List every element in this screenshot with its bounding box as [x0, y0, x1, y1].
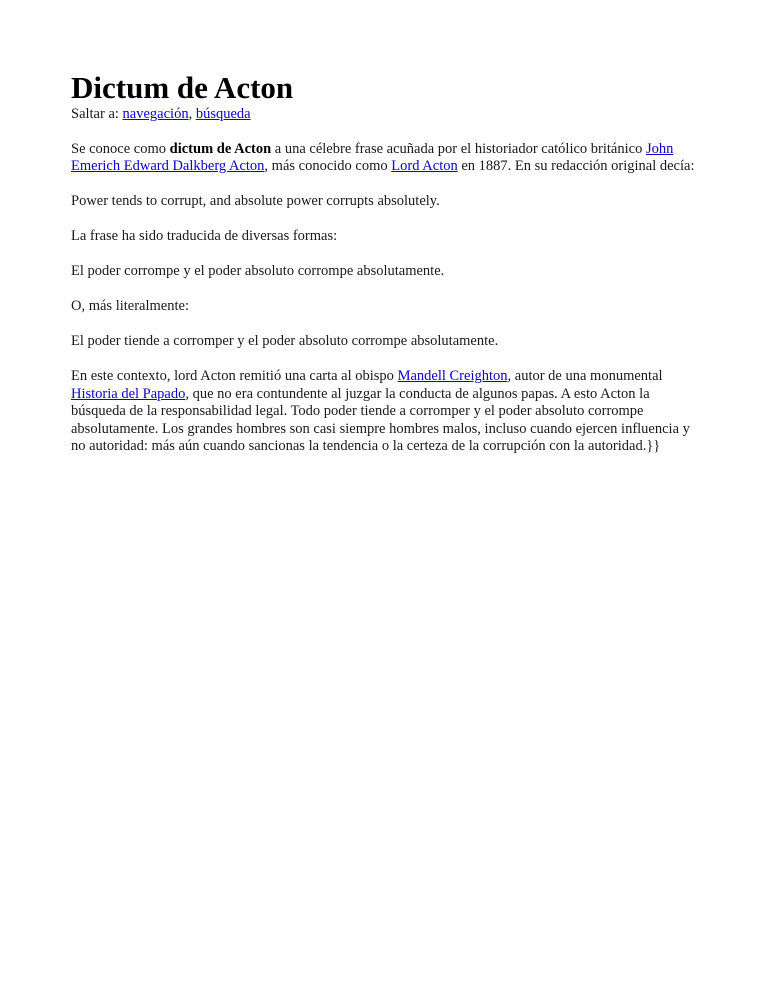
context-text-2: , autor de una monumental: [507, 368, 663, 384]
lord-acton-link[interactable]: Lord Acton: [391, 158, 458, 174]
john-acton-link[interactable]: John Emerich Edward Dalkberg Acton: [71, 140, 674, 174]
intro-text-2: a una célebre frase acuñada por el historiador católico británico: [271, 140, 646, 157]
search-link[interactable]: búsqueda: [195, 106, 251, 122]
navigation-link[interactable]: navegación: [122, 106, 189, 122]
translation-2: El poder tiende a corromper y el poder absoluto corrompe absolutamente.: [71, 333, 499, 349]
intro-text-1: Se conoce como: [71, 140, 170, 157]
translation-1: El poder corrompe y el poder absoluto corrompe absolutamente.: [71, 263, 445, 279]
mandell-creighton-link[interactable]: Mandell Creighton: [397, 368, 508, 384]
page-title: Dictum de Acton: [71, 70, 294, 105]
intro-text-3: , más conocido como: [264, 158, 392, 174]
translations-intro: La frase ha sido traducida de diversas formas:: [71, 228, 338, 244]
context-text-3: , que no era contundente al juzgar la conducta de algunos papas. A esto Acton la búsqueda de la responsabilidad legal. Todo poder tiende a corromper y el poder absoluto corrompe absolutamente. Los grandes hombres son casi siempre hombres malos, incluso cuando ejercen influencia y no autoridad: más aún cuando sancionas la tendencia o la certeza de la corrupción con la autoridad.}}: [71, 385, 690, 454]
quote-english: Power tends to corrupt, and absolute power corrupts absolutely.: [71, 193, 440, 209]
jump-links: [71, 106, 701, 124]
context-paragraph: [71, 368, 701, 456]
jump-separator: ,: [188, 106, 196, 122]
document-page: [71, 70, 701, 473]
literal-intro: O, más literalmente:: [71, 298, 189, 314]
context-text-1: En este contexto, lord Acton remitió una carta al obispo: [71, 368, 398, 384]
intro-bold-term: dictum de Acton: [169, 140, 272, 157]
historia-papado-link[interactable]: Historia del Papado: [71, 385, 186, 402]
intro-text-4: en 1887. En su redacción original decía:: [457, 158, 695, 174]
intro-paragraph: [71, 141, 701, 176]
jump-prefix: Saltar a:: [71, 106, 123, 122]
